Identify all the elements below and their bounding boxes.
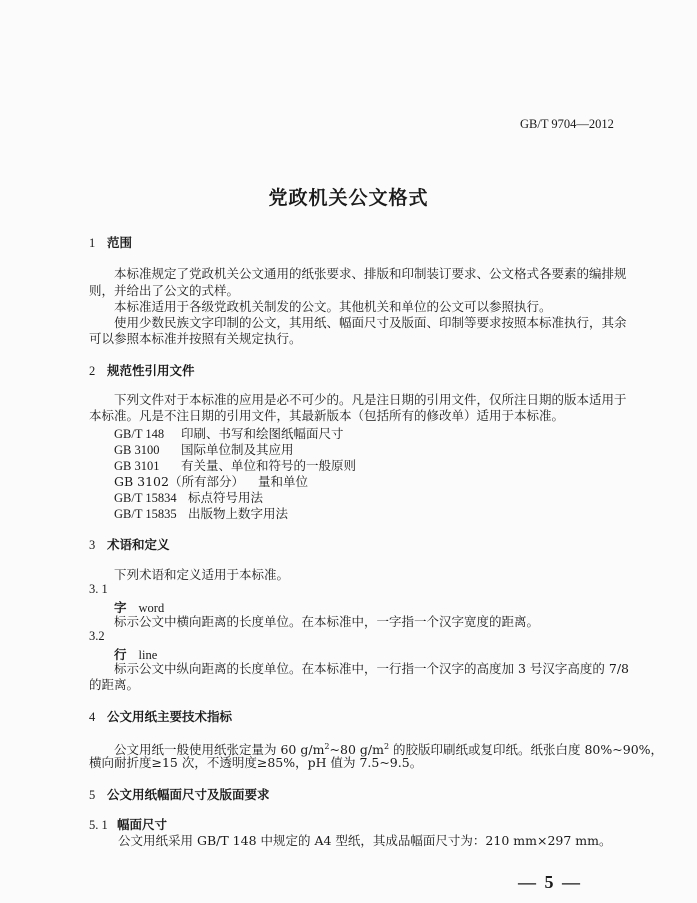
text-run: ~80 g/m xyxy=(329,742,384,758)
section-4-para-line-2: 横向耐折度≥15 次，不透明度≥85%，pH 值为 7.5~9.5。 xyxy=(89,755,423,770)
section-number: 1 xyxy=(89,236,96,250)
section-2-para-line-1: 下列文件对于本标准的应用是必不可少的。凡是注日期的引用文件，仅所注日期的版本适用于 xyxy=(114,392,627,407)
section-1-para-3-line-2: 可以参照本标准并按照有关规定执行。 xyxy=(89,331,302,346)
text-run: 公文用纸一般使用纸张定量为 60 g/m xyxy=(114,742,325,758)
term-cn: 字 xyxy=(114,600,127,615)
reference-title: 印刷、书写和绘图纸幅面尺寸 xyxy=(181,426,344,441)
reference-code: GB 3101 xyxy=(114,459,160,473)
section-number: 3 xyxy=(89,538,96,552)
section-title: 公文用纸主要技术指标 xyxy=(107,709,233,724)
term-2-number: 3.2 xyxy=(89,629,105,643)
section-1-para-1-line-1: 本标准规定了党政机关公文通用的纸张要求、排版和印制装订要求、公文格式各要素的编排规 xyxy=(114,266,627,281)
section-5-1-para: 公文用纸采用 GB/T 148 中规定的 A4 型纸，其成品幅面尺寸为：210 mm×297 mm。 xyxy=(118,833,612,848)
section-4-heading xyxy=(89,707,232,725)
section-title: 术语和定义 xyxy=(107,537,170,552)
page-number: — 5 — xyxy=(518,872,582,892)
term-en: word xyxy=(138,601,165,615)
section-title: 范围 xyxy=(107,235,133,250)
section-2-para-line-2: 本标准。凡是不注日期的引用文件，其最新版本（包括所有的修改单）适用于本标准。 xyxy=(89,408,565,423)
term-en: line xyxy=(138,648,158,662)
section-1-para-1-line-2: 则，并给出了公文的式样。 xyxy=(89,283,240,298)
section-2-heading xyxy=(89,361,195,379)
section-1-heading xyxy=(89,233,132,251)
reference-title: 出版物上数字用法 xyxy=(188,506,289,521)
section-3-heading xyxy=(89,535,170,553)
section-1-para-3-line-1: 使用少数民族文字印制的公文，其用纸、幅面尺寸及版面、印制等要求按照本标准执行，其余 xyxy=(114,315,627,330)
subsection-title: 幅面尺寸 xyxy=(117,817,168,832)
superscript: 2 xyxy=(383,742,390,751)
subsection-number: 5. 1 xyxy=(89,818,108,832)
reference-title: 量和单位 xyxy=(257,474,308,489)
reference-code: GB/T 15834 xyxy=(114,491,177,505)
section-number: 4 xyxy=(89,710,96,724)
term-1-definition: 标示公文中横向距离的长度单位。在本标准中，一字指一个汉字宽度的距离。 xyxy=(114,614,540,629)
section-title: 公文用纸幅面尺寸及版面要求 xyxy=(107,787,270,802)
reference-title: 标点符号用法 xyxy=(188,490,264,505)
section-1-para-2: 本标准适用于各级党政机关制发的公文。其他机关和单位的公文可以参照执行。 xyxy=(114,299,552,314)
text-run: 的胶版印刷纸或复印纸。纸张白度 80%~90%， xyxy=(389,742,664,758)
section-3-intro: 下列术语和定义适用于本标准。 xyxy=(114,567,290,582)
section-number: 5 xyxy=(89,788,96,802)
subsection-5-1-heading xyxy=(89,815,167,833)
superscript: 2 xyxy=(324,742,330,751)
reference-title: 有关量、单位和符号的一般原则 xyxy=(181,458,357,473)
reference-code: GB 3100 xyxy=(114,443,160,457)
term-1-number: 3. 1 xyxy=(89,582,108,596)
reference-code: GB/T 148 xyxy=(114,427,165,441)
term-cn: 行 xyxy=(114,647,127,662)
reference-item xyxy=(114,504,288,522)
section-5-heading xyxy=(89,785,270,803)
standard-code: GB/T 9704—2012 xyxy=(520,117,614,131)
reference-code: GB/T 15835 xyxy=(114,507,177,521)
reference-title: 国际单位制及其应用 xyxy=(181,442,294,457)
section-number: 2 xyxy=(89,364,96,378)
term-2-definition-line-2: 的距离。 xyxy=(89,677,140,692)
term-2-definition-line-1: 标示公文中纵向距离的长度单位。在本标准中，一行指一个汉字的高度加 3 号汉字高度的 7/8 xyxy=(114,661,629,676)
reference-code: GB 3102（所有部分） xyxy=(114,474,244,489)
section-title: 规范性引用文件 xyxy=(107,363,195,378)
document-title: 党政机关公文格式 xyxy=(268,187,429,209)
